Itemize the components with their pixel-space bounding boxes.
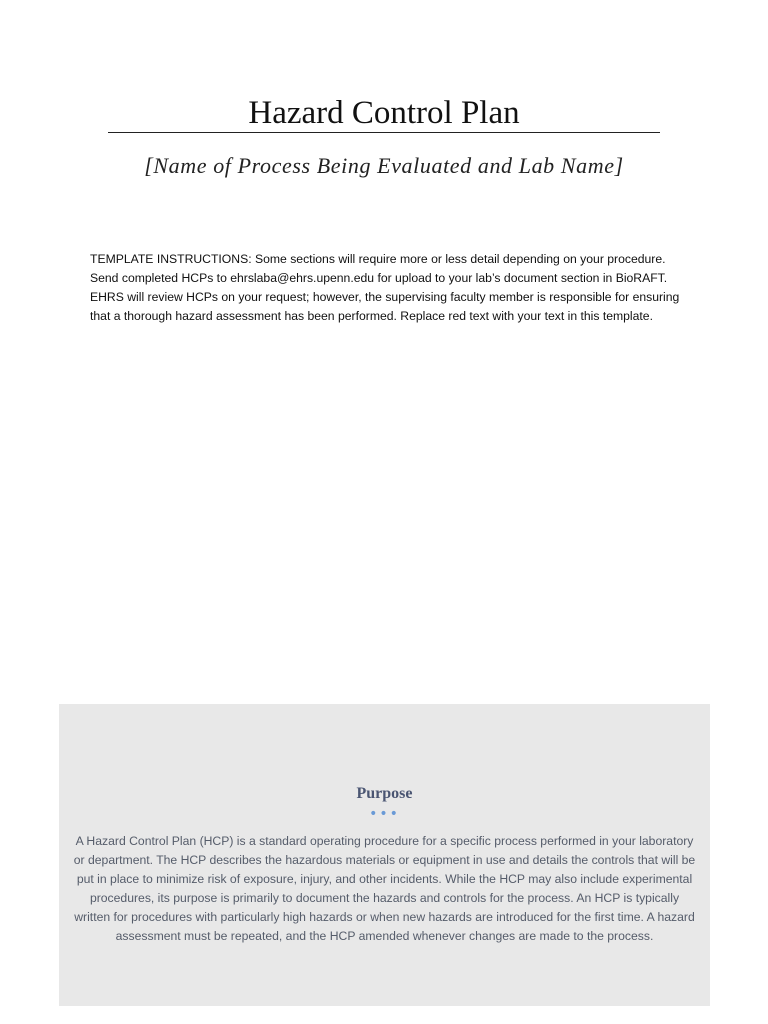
purpose-section [59, 704, 710, 1006]
dots-ornament-icon: ••• [369, 806, 400, 822]
template-instructions: TEMPLATE INSTRUCTIONS: Some sections will require more or less detail depending on your procedure. Send completed HCPs to ehrslaba@ehrs.upenn.edu for upload to your lab’s document section in BioRAFT. EHRS will review HCPs on your request; however, the supervising faculty member is responsible for ensuring that a thorough hazard assessment has been performed. Replace red text with your text in this template. [90, 252, 680, 323]
title-divider [108, 132, 660, 133]
document-subtitle: [Name of Process Being Evaluated and Lab Name] [144, 153, 624, 178]
purpose-body: A Hazard Control Plan (HCP) is a standard operating procedure for a specific process performed in your laboratory or department. The HCP describes the hazardous materials or equipment in use and details the controls that will be put in place to minimize risk of exposure, injury, and other incidents. While the HCP may also include experimental procedures, its purpose is primarily to document the hazards and controls for the process. An HCP is typically written for procedures with particularly high hazards or when new hazards are introduced for the first time. A hazard assessment must be repeated, and the HCP amended whenever changes are made to the process. [73, 834, 696, 943]
purpose-heading: Purpose [356, 785, 413, 802]
document-title: Hazard Control Plan [248, 95, 520, 131]
